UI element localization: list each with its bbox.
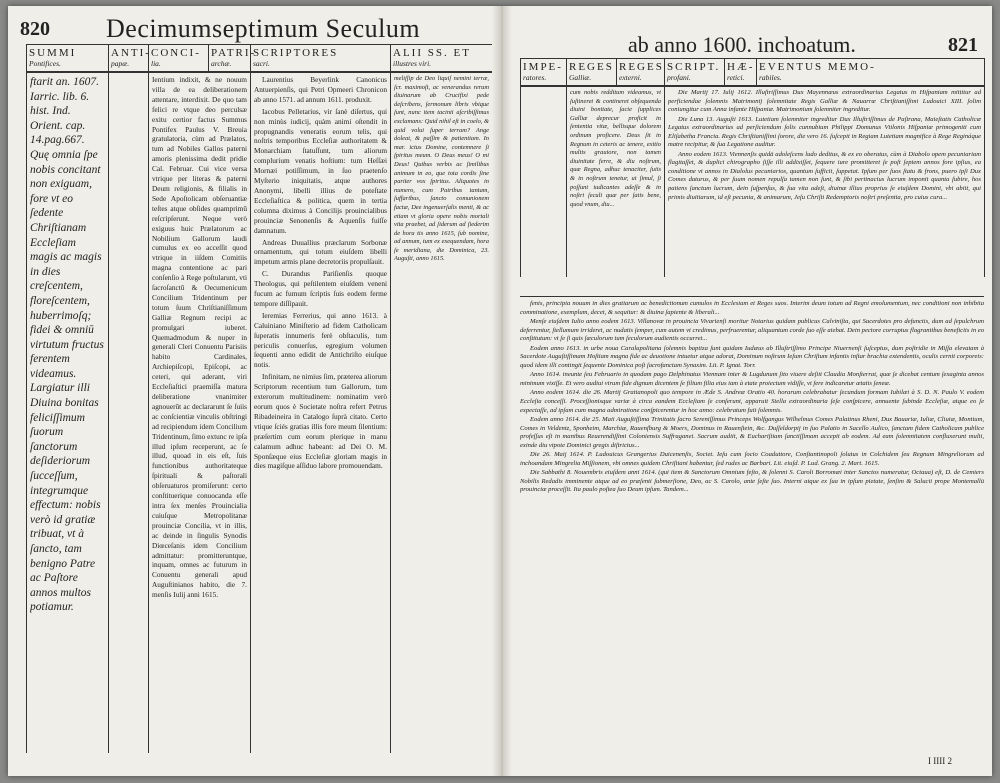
- book-spread: [8, 6, 992, 776]
- paragraph: Andreas Duuallius præclarum Sorbonæ ornamentum, qui totum eiuſdem libelli impetum armis plane decretoriis propulſauit.: [254, 237, 387, 267]
- column-header: IMPE- ratores.: [521, 59, 567, 87]
- paragraph: Eodem anno 1613. in urbe noua Caralupolitana ſolemnis baptiza ſunt quidam Iudæus ab Illuſtriſſimo Principe Niuernenſi ſuſceptus, dum poſtridie in Miſſa elevatam à Sacerdote Auguſtiſſimam Hoſtiam magna fide ac deuotione intuetur atque adorat, Dominum noſtrum Ieſum Chriſtum infantis inſtar brachia extendentis, oculis cernit corporeis: quod idem illi contingit ſequente Dominica poſt ſacrofanctam Synaxim. Lit. P. Ignat. Torr.: [520, 344, 984, 369]
- reges-galliae-text: cum nobis redditum videamus, vt ſuſtineret & contineret obſequenda diuini bonitate, ſacie ſupplices Galliæ deprecur proficit in ſententia vitæ, bellisque dolorem ordinum proficere. Deus ſit in Regnum in ceteris ac tenere, exitio multis grauiore, non tamen diuinitate ferre, & diu noſtrum, quæ Regna, adhuc tenaciter, ſuiis & in noſtrum tenetur, ut ſimul, ſi poſſunt iudicantes adeſſe & in noſtri ſeculi quæ per ſatis bene, quod vnum, diu...: [570, 89, 661, 208]
- column-header: SCRIPT. profani.: [665, 59, 725, 87]
- annales-full-width: [520, 296, 984, 748]
- column-header: ANTI- papæ.: [109, 45, 149, 73]
- running-head: Decimumseptimum Seculum: [106, 14, 421, 43]
- column-header: PATRI- archæ.: [209, 45, 251, 73]
- paragraph: Menſe eiuſdem Iulio anno eodem 1613. Villanovæ in prouincia Vivarienſi moritur Notarius quidam publicus Calviniſta, qui Sacerdotes pro defunctis, dum ad ſepulchrum deferrentur, ſtellumum irrideret, ac nudatis ſemper, cum autem vt credimus, perfruerentur, aliquantum corde ſuo eſſe aiebat. Dein pectore corruptus flagrantibus beneficiis in eo conſtitutum: vt ſe ſi quis ſæculorum tum ſeculorum audientis occurret...: [520, 318, 984, 343]
- eventus-top-text: [668, 89, 981, 275]
- pontifices-text: ftarit an. 1607. Iarric. lib. 6. hist. Ind. Orient. cap. 14.pag.667. Quę omnia ſpe nobis concitant non exiguam, fore vt eo ſedente Chriſtianam Eccleſiam magis ac magis in dies creſcentem, floreſcentem, huberrimoſq; fidei & omniū virtutum fructus ferentem videamus. Largiatur illi Diuina bonitas feliciſſimum ſuorum ſanctorum deſideriorum ſucceſſum, integrumque effectum: nobis verò id gratiæ tribuat, vt à ſancto, tam benigno Patre ac Paſtore annos multos potiamur.: [30, 76, 104, 614]
- column-header: SUMMI Pontifices.: [27, 45, 109, 73]
- paragraph: Die 26. Maij 1614. P. Ludouicus Grangerius Duicenenſis, Societ. Ieſu cum ſocio Coaduttore, Conſtantinopoli ſolutus in Colchidem ſeu Regnum Mingreliorum ad inchoandam Mingrelia Miſſionem, vbi omnes quidem Chriſtiani habentur, ſed rudes ac Barbari. Lit. eiuſd. P. Lud. Grang. 2. Mart. 1615.: [520, 451, 984, 467]
- paragraph: C. Durandus Pariſienſis quoque Theologus, qui peſtilentem eiuſdem veneni fucum ac fumum ſcriptis ſuis eodem ferme tempore diſſipauit.: [254, 269, 387, 308]
- right-column-table: [520, 58, 985, 277]
- column-header: REGES externi.: [617, 59, 665, 87]
- paragraph: Anno eodem 1614. die 26. Martij Gratianopoli quo tempore in Æde S. Andreæ Oratio 40. horarum celebrabatur ſecundum formam Iubilæi à S. D. N. Paulo V. eodem Eccleſia conceſſi. Proceſſionisque variæ à circa eandem Eccleſiam ſe conſerunt, apparuit Stella extraordinaria ſeſe conſpicere, annuente ſubinde Eccleſiæ, atque eo ſe expectaſſe, ad ipſam cum magna admiratione conſpicerentur in hoc anno: celebratum fuit ſolemnis.: [520, 389, 984, 414]
- signature-mark: I IIII 2: [928, 756, 952, 766]
- column-header: REGES Galliæ.: [567, 59, 617, 87]
- column-header: CONCI- lia.: [149, 45, 209, 73]
- left-column-table: [26, 44, 493, 753]
- column-header: EVENTUS MEMO- rabiles.: [757, 59, 985, 87]
- page-number: 821: [948, 34, 978, 56]
- paragraph: Ieremias Ferrerius, qui anno 1613. à Caluiniano Miniſterio ad fidem Catholicam ſuperatis innumeris ferè obſtaculis, tum periculis conuerſus, egregium volumen ſequenti anno edidit de Antichriſto eiuſque notis.: [254, 310, 387, 370]
- column-header: SCRIPTORES sacri.: [251, 45, 391, 73]
- alii-text: meliſſip de Deo liquiſ nemini terræ, ſcr. maximoſt, ac venerandus rerum diuinarum ab Crucifixi pede deſcribens, ſermonum libris vbique ſunt, nunc item tacinii aſcribiſſimus exclamans: Quid nihil eſt in coelo, & quid volui ſuper terram? Ange doleat, & paſſim & patientiam. In mar. ictus Domine, contemnere ſi ſpiritus meum. O Deus meus! O mi Deus! Quibus verbis ac ſimilibus animum in eo, que tota cordis ſine pariter vox ſpiritus. Aliquotes in numero, cum Patribus tantam, ſuffaribus, ſancto comunionem factæ, Dee ingenuerſalis menti, & ac etiam vt gloria opere nobis mortali vita praebet, ad ſiderum ad ſiederim de hora tis anno 1615, ſub nomine, ad annum, tum ex exequendam, hora ſe meridiana, die Dominica, 23. Auguſti, anno 1615.: [394, 75, 489, 263]
- left-page-header: [8, 14, 498, 48]
- paragraph: Laurentius Beyerlink Canonicus Antuerpienſis, qui Petri Opmeeri Chronicon ab anno 1571. ad annum 1611. produxit.: [254, 75, 387, 104]
- concilia-text: Ientium indixit, & ne nouum villa de ea deliberationem attentare, interdixit. De quo tam felici re vtque deo perculsæ exitu certior factus Summus Pontifex Paulus V. Breuia gratulatoria, cùm ad Prælatos, tum ad Nobiles Gallos paterni amoris plenissima dedit pridie Cal. Februar. Cui vice versa vtrique per literas & paterni Deum religionis, & filialis in Sede Apoſtolicam obſeruantiæ teſtes atque obſides quamprimū reſcripſerunt. Neque verò exiguus huic Prælatorum ac Nobilium Gallorum laudi cumulus ex eo acceſſit quod vtrique in iiſdem Comitiis magna contentione ac pari conſenſio à Rege poſtularunt, vti ſacroſanctū & Oecumenicum Concilium Tridentinum per totum ſuum Chriſtianiſſimum Galliæ Regnum recipi ac promulgari iuberet. Quemadmodum & nuper in generali Cleri Conuentu Parisiis habito Cardinales, Archiepiſcopi, Epiſcopi, ac ceteri, qui aderant, viri Eccleſiaſtici praemiſſa matura deliberatione vnanimiter agnouerūt ac declararunt ſe ſuiis ac conſcientiæ vinculis obſtringi ad recipiendum idem Concilium Tridentinum, ſimo extunc re ipſa illud ipſum receperunt, ac ſe illud, quoad in eis eſt, ſuis functionibus authoritateque ſpirituali & paſtorali obſeruaturos promiſerunt: certo conſtituerique conuocanda eſſe intra ſex menſes Prouincialia cuiuſque Metropolitanæ prouinciæ Concilia, vt in illis, ac deinde in ſingulis Synodis Diœceſanis idem Concilium admittatur: promitteruntque, inquam, omnes ac futurum in Conuentu generali apud Auguſtinianos habito, die 7. menſis Iulij anni 1615.: [152, 75, 247, 600]
- scriptores-text: [254, 75, 387, 751]
- right-page-header: [502, 14, 992, 57]
- paragraph: Iacobus Pelletarius, vir ſanè diſertus, qui non minùs iudicij, quàm animi oſtendit in propugnandis veneratis eorum telis, qui noſtris temporibus Eccleſiæ authoritatem & Monarchiam ſtatuſſunt, tum aliorum complurium venatis hoſtium: tum Heſſæi Mornæi potiſſimum, in ſuo praetenſo Myſterio iniquitatis, atque authores Anonymi, libelli illius de poteſtate Eccleſiaſtica & politica, quem in tertia columna diximus à Concilijs prouincialibus prouinciæ Senonenſis & Aquenſis fuiſſe damnatum.: [254, 106, 387, 235]
- paragraph: Infinitam, ne nimius ſim, præterea aliorum Scriptorum recentium tum Gallorum, tum exterorum multitudinem: nominatim verò eorum quos è Societate noſtra refert Petrus Ribadeineira in Catalogo ſuprà citato. Certo vtique ſciés gratias illis fore meum ſilentium: præſertim cum eorum plerique in manu calamum adhuc habeant: ad Dei O. M. Sponſæque eius Eccleſiæ gloriam magis in dies magiſque aſſiduo labore promouendam.: [254, 372, 387, 471]
- running-head: ab anno 1600. inchoatum.: [628, 32, 856, 57]
- right-page: [502, 6, 992, 776]
- paragraph: Die Martij 17. Iulij 1612. Illuſtriſſimus Dux Mayennæus extraordinarius Legatus in Hiſpaniam mittitur ad perficiendae ſolemnis Matrimonij ſolemnitate Regis Galliæ & Nauarræ Chriſtianiſſimi Ludouici XIII. ſolim coniungitur cum Anna infante Hiſpaniæ. Matrimonium ſolemniter ingreditur.: [668, 89, 981, 114]
- page-number: 820: [20, 18, 50, 40]
- left-page: [8, 6, 498, 776]
- column-header: ALII SS. ET illustres viri.: [391, 45, 493, 73]
- paragraph: Eodem anno 1614. die 25. Maii Auguſtiſſima Trinitatis ſacro Sereniſſimus Princeps Wolfgangus Wilhelmus Comes Palatinus Rheni, Dux Bauariæ, Iuliæ, Cliuiæ, Montium, Comes in Veldentz, Sponheim, Marchiæ, Rauenſburg & Moers, Dominus in Rauenſtein, &c. Duſſeldorpij in ſuo Palatio in Sacello Aulico, ſanctam fidem Catholicam publice profeſſus eſt in manibus Reuerendiſſimi Coloniensis Suffraganei. Sacrum audiit, & Euchariſtiam ſanctiſſimam accepit ab eodem. Ad eam ſolemnitatem confluxerunt multi, exinde diu vtpote Dominici gregis diſtrictus...: [520, 416, 984, 449]
- column-header: HÆ- retici.: [725, 59, 757, 87]
- paragraph: Anno eodem 1613. Viennenſis quidā adoleſcens ludo deditus, & ex eo oberatus, cùm à Diabolo opem pecuniariam flagitaſſet, & duplici chirographo ſiſſe illi addixiſſet, ſequere iure promitteret ſe poſt ſeptem annos fore ipſius, ea conditione vt annos in Dialolus pecuniarios, quantum ſufficit, ſuppetat. Ipſum per ſuos ſtatu & frons, puero ipſi Dux Comes daturus, & per ſuum nomen repulſa tamen non ſunt, & ſibi pertinacius lucrum imponit quanta ſubire, hos patiens ſanctum lucrum, dein ſuſpenſus, & ſua vita adeſt, diuinæ illius proprius ſe eiuſdem Domini, vbi abiit, qui primis diuitiarum, id eſt pecunia, & animarum, Jeſu Chriſti Redemptoris noſtri preſentia, pro cuius cura...: [668, 150, 981, 201]
- paragraph: fenis, principia nouum in dies gratiarum ac benedictionum cumulos in Ecclesiam et Reges suos. Interim deum totum ad Regni emolumentum, nec conditioni non inhibita comminatione, exemplum, decet, & sequitur: & diuina ſapiente & liberali...: [520, 300, 984, 316]
- paragraph: Anno 1614. ineunte ſeu Februario in quodam pago Delphinatus Viennam inter & Lugdunum ſito viuere deſiit Claudia Monſterrat, quæ ſe dicebat centum ſexaginta annos minimum vixiſſe. Et vero audiui virum fide dignum dicentem ſe filium filia eius iam à etate proiectum vidiſſe, vt fere indicaretur ætatis ſeneæ.: [520, 371, 984, 387]
- paragraph: Die Luna 13. Auguſti 1613. Lutetiam ſolemniter ingreditur Dux Illuſtriſſimus de Paſtrana, Maieſtatis Catholicæ Legatus extraordinarius ad perſiciendum ſolis cunnubium Philippi Domunus Vtilonis Hiſpaniæ primogeniti cum Eliſabetha Francia. Regis Chriſtianiſſimi ſorore, die vero 16. ſuſcepit in Regiam Lutetiam magnifice à Rege Regináque matre recipitur, & ſua Legatione auditur.: [668, 115, 981, 149]
- paragraph: Die Sabbathi 8. Nouembris eiuſdem anni 1614. (qui item & Sanctorum Omnium feſto, & ſolenni S. Caroli Borromæi inter Sanctos numeratur, Octaua) eſt, D. de Cemiers Nobilis Redadis imminente atque ad eo præſenti ſubmerſione, Deo, ac S. Carolo, ante ſeſte ſuo. Interni atque ex ſua in ipſum pietate, ſenſim & Salucii prope Montemallū prouinciæ proceſſit. Ita paulo poſtea ſuo Deum ipſum. Tandem...: [520, 469, 984, 494]
